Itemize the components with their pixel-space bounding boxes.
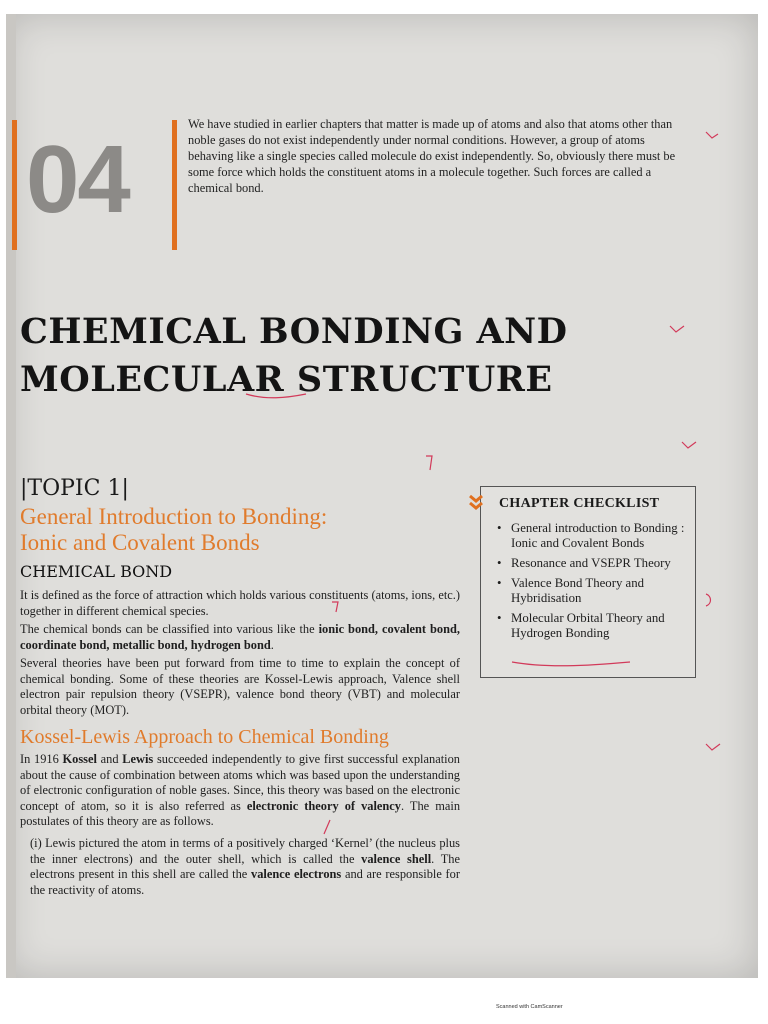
postulate-text-a: (i) Lewis pictured the atom in terms of a positively charged ‘Kernel’ (the nucleus plus the inner electrons) and the outer shell, which is called the (30, 836, 460, 866)
electronic-theory-term: electronic theory of valency (246, 798, 401, 813)
postulate-text-c: and are responsible for the reactivity of atoms. (30, 867, 460, 897)
chapter-title-line1: CHEMICAL BONDING AND (20, 311, 568, 352)
types-text-end: . (270, 637, 274, 652)
pen-tick (706, 744, 720, 750)
postulate-text-b: . The electrons present in this shell are called the (30, 851, 460, 881)
types-bold-list: ionic bond, covalent bond, coordinate bond, metallic bond, hydrogen bond (20, 622, 460, 652)
kossel-text-c: . The main postulates of this theory are as follows. (20, 798, 461, 828)
checklist-item: • Molecular Orbital Theory and Hydrogen Bonding (493, 611, 691, 641)
kossel-name: Kossel (62, 752, 97, 766)
kossel-text-and: and (96, 752, 123, 766)
kossel-text-a: In 1916 (20, 752, 63, 766)
pen-tick (706, 132, 718, 138)
topic-subtitle-line2: Ionic and Covalent Bonds (20, 530, 260, 555)
pen-annotations (6, 14, 758, 978)
pen-tick (682, 442, 696, 448)
pen-mark (332, 602, 338, 612)
chapter-title-line2: MOLECULAR STRUCTURE (20, 359, 553, 400)
topic-label: |TOPIC 1| (20, 476, 129, 501)
valence-electrons-term: valence electrons (251, 867, 342, 881)
pen-tick (670, 326, 684, 332)
scanner-watermark: Scanned with CamScanner (496, 1004, 563, 1010)
checklist-title: CHAPTER CHECKLIST (499, 496, 660, 511)
kossel-text-b: succeeded independently to give first successful explanation about the cause of combination between atoms which was based upon the understanding of electronic configuration of noble gases. Since, this theory was based on the electronic concept of atom, so it is also referred as (20, 752, 460, 813)
bonding-theories-paragraph: Several theories have been put forward from time to time to explain the concept of chemical bonding. Some of these theories are Kossel-Lewis approach, Valence shell electron pair repulsion theory (VSEPR), valence bond theory (VBT) and molecular orbital theory (MOT). (20, 656, 460, 717)
chapter-number: 04 (26, 126, 129, 233)
pen-underline (512, 662, 630, 666)
types-text-start: The chemical bonds can be classified into various like the (20, 622, 319, 636)
checklist-item: • Valence Bond Theory and Hybridisation (493, 576, 691, 606)
checklist-item: • General introduction to Bonding : Ionic and Covalent Bonds (493, 521, 691, 551)
pen-underline (246, 394, 306, 398)
pen-mark (426, 456, 432, 470)
chemical-bond-heading: CHEMICAL BOND (20, 562, 173, 581)
pen-mark (324, 820, 330, 834)
checklist-item: • Resonance and VSEPR Theory (493, 556, 691, 571)
chemical-bond-definition: It is defined as the force of attraction which holds various constituents (atoms, ions, etc.) together in different chemical species. (20, 588, 460, 618)
scanned-page (6, 14, 758, 978)
lewis-name: Lewis (122, 752, 154, 766)
pen-mark (706, 594, 711, 606)
valence-shell-term: valence shell (361, 851, 432, 866)
chapter-intro: We have studied in earlier chapters that matter is made up of atoms and also that atoms other than noble gases do not exist independently under normal conditions. However, a group of atoms behaving like a single species called molecule do exist independently. So, obviously there must be some force which holds the constituent atoms in a molecule together. Such forces are called a chemical bond. (188, 117, 676, 195)
kossel-lewis-heading: Kossel-Lewis Approach to Chemical Bonding (20, 726, 389, 748)
topic-subtitle-line1: General Introduction to Bonding: (20, 504, 328, 529)
